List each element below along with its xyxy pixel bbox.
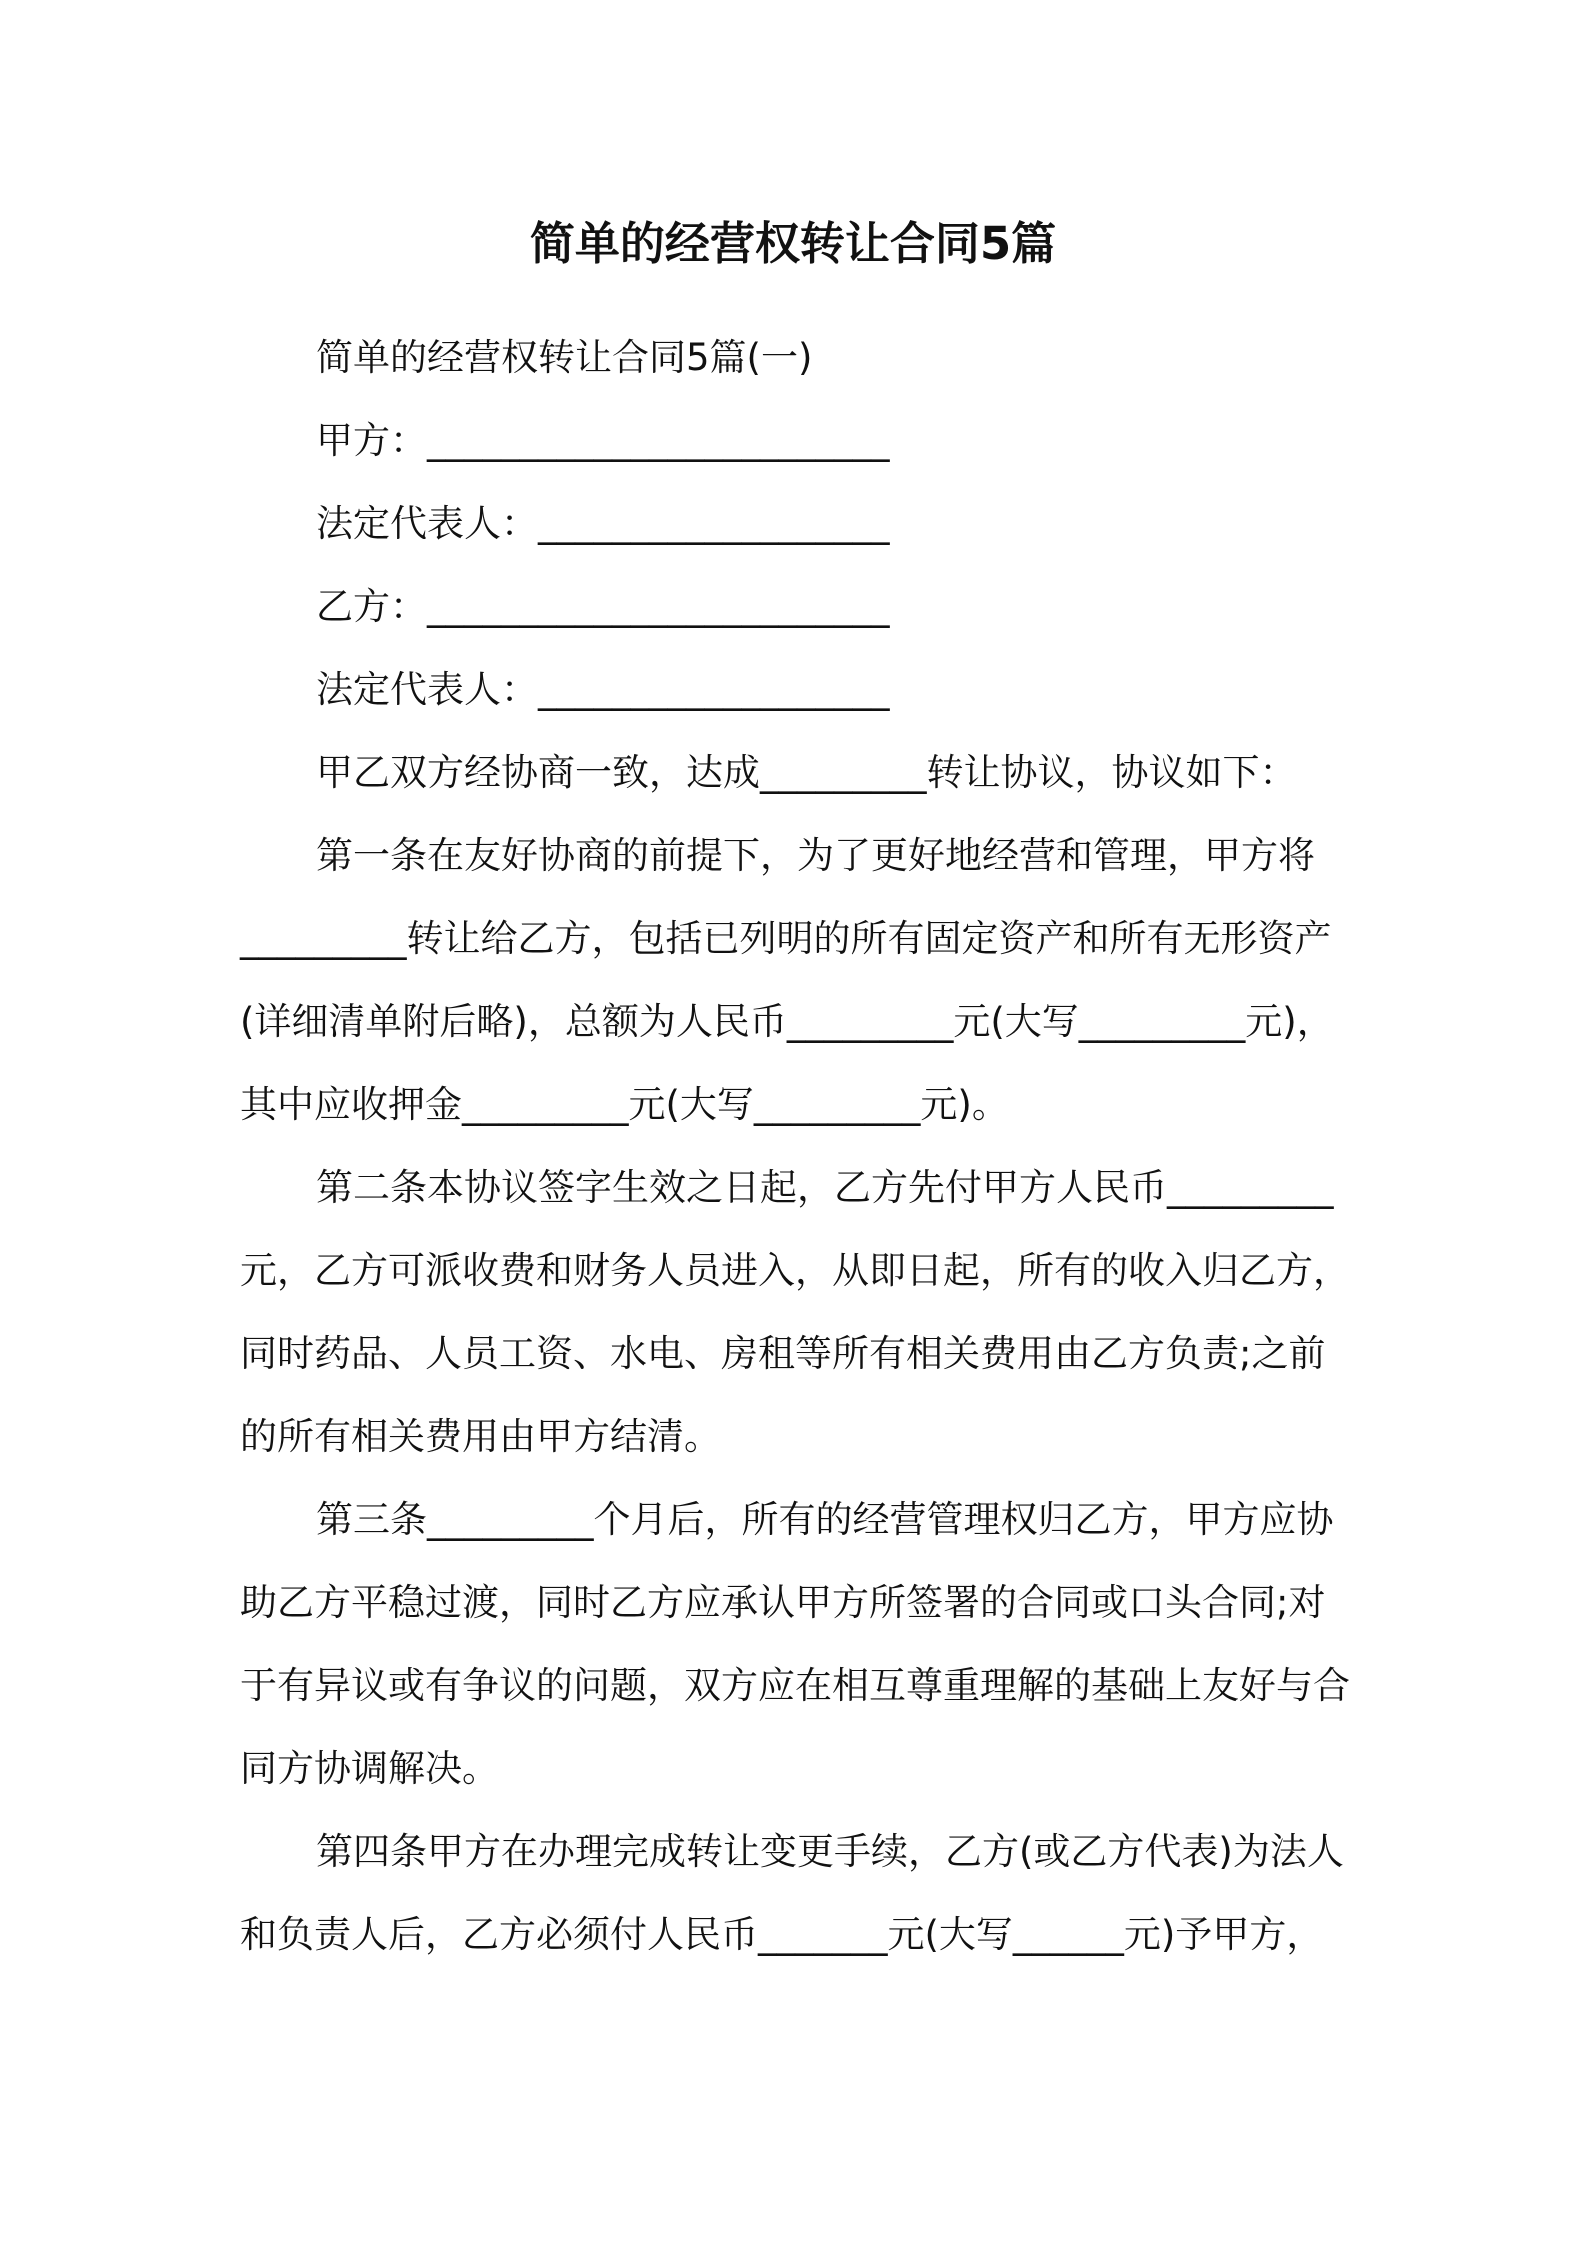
article-1-line: 第一条在友好协商的前提下，为了更好地经营和管理，甲方将: [316, 834, 1315, 877]
party-b-representative-line: 法定代表人：___________________: [316, 668, 890, 711]
article-1-line: 其中应收押金_________元(大写_________元)。: [240, 1083, 1009, 1126]
article-4-line: 和负责人后，乙方必须付人民币_______元(大写______元)予甲方，: [240, 1913, 1324, 1956]
agreement-intro-line: 甲乙双方经协商一致，达成_________转让协议，协议如下：: [316, 751, 1297, 794]
party-a-line: 甲方：_________________________: [316, 419, 890, 462]
document-body: [240, 316, 1360, 1976]
party-b-line: 乙方：_________________________: [316, 585, 890, 628]
subtitle-line: 简单的经营权转让合同5篇(一): [316, 336, 813, 379]
article-4-line: 第四条甲方在办理完成转让变更手续，乙方(或乙方代表)为法人: [316, 1830, 1344, 1873]
article-3-line: 同方协调解决。: [240, 1747, 499, 1790]
article-2-line: 第二条本协议签字生效之日起，乙方先付甲方人民币_________: [316, 1166, 1334, 1209]
article-3-line: 于有异议或有争议的问题，双方应在相互尊重理解的基础上友好与合: [240, 1664, 1350, 1707]
article-2-line: 同时药品、人员工资、水电、房租等所有相关费用由乙方负责;之前: [240, 1332, 1326, 1375]
article-3-line: 第三条_________个月后，所有的经营管理权归乙方，甲方应协: [316, 1498, 1334, 1541]
article-2-line: 元，乙方可派收费和财务人员进入，从即日起，所有的收入归乙方，: [240, 1249, 1350, 1292]
party-a-representative-line: 法定代表人：___________________: [316, 502, 890, 545]
article-2-line: 的所有相关费用由甲方结清。: [240, 1415, 721, 1458]
article-1-line: _________转让给乙方，包括已列明的所有固定资产和所有无形资产: [240, 917, 1332, 960]
article-3-line: 助乙方平稳过渡，同时乙方应承认甲方所签署的合同或口头合同;对: [240, 1581, 1326, 1624]
document-title: 简单的经营权转让合同5篇: [529, 217, 1057, 270]
article-1-line: (详细清单附后略)，总额为人民币_________元(大写_________元)，: [240, 1000, 1334, 1043]
